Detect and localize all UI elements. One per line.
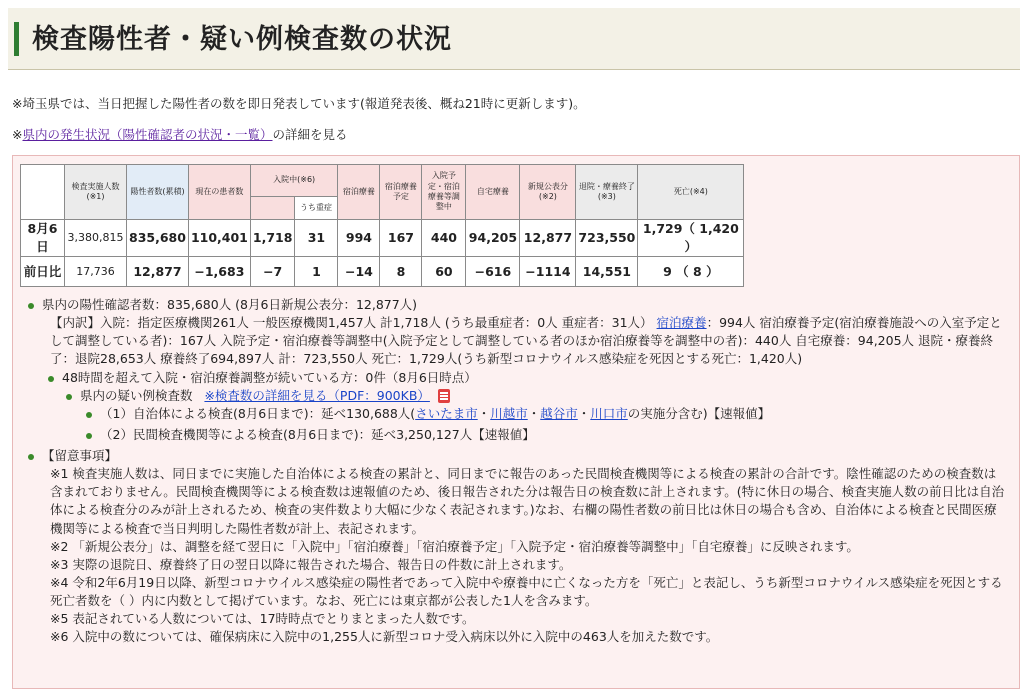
cell-deaths: 9 （ 8 ） xyxy=(638,257,744,287)
row-label: 8月6日 xyxy=(21,220,65,257)
cell-home: −616 xyxy=(466,257,520,287)
prefecture-status-link[interactable]: 県内の発生状況（陽性確認者の状況・一覧） xyxy=(22,127,273,142)
note-item: ※5 表記されている人数については、17時時点でとりまとまった人数です。 xyxy=(50,611,475,627)
positive-summary: 県内の陽性確認者数：835,680人 (8月6日新規公表分：12,877人) xyxy=(42,297,418,312)
breakdown-text: 【内訳】入院：指定医療機関261人 一般医療機関1,457人 計1,718人 (うち最重症者：0人 重症者：31人） 宿泊療養：994人 宿泊療養予定(宿泊療養施設への入室予定として調整している者)：167人 入院予定・宿泊療養等調整中(入院予定として調整している者のほか宿泊療養等を調整中の者)：440人 自宅療養：94,205人 退院・療養終了：退院28,653人 療養終了694,897人 計：723,550人 死亡：1,729人(うち新型コロナウイルス感染症を死因とする死亡：1,420人) xyxy=(50,315,1002,367)
note-item: ※3 実際の退院日、療養終了日の翌日以降に報告された場合、報告日の件数に計上されます。 xyxy=(50,556,572,572)
page-heading xyxy=(8,8,1020,70)
table-header-row xyxy=(21,165,744,220)
cell-hotel: 994 xyxy=(338,220,380,257)
cell-severe: 31 xyxy=(295,220,338,257)
list-item xyxy=(48,369,1008,387)
note-item: ※1 検査実施人数は、同日までに実施した自治体による検査の累計と、同日までに報告のあった民間検査機関等による検査の累計の合計です。陰性確認のための検査数は含まれておりません。民間検査機関等による検査数は速報値のため、後日報告された分は報告日の検査数に計上されます。(特に休日の場合、検査実施人数の前日比は自治体による検査分のみが計上されるため、検査の実件数より大幅に少なく表記されます。)なお、右欄の陽性者数の前日比は休日の場合も含め、自治体による検査と民間医療機関等による検査で当日判明した陽性者数が計上、表記されます。 xyxy=(50,466,1005,536)
stats-table xyxy=(20,164,744,287)
page-title: 検査陽性者・疑い例検査数の状況 xyxy=(32,24,452,55)
kawaguchi-city-link[interactable]: 川口市 xyxy=(590,405,628,421)
cell-current: −1,683 xyxy=(188,257,250,287)
saitama-city-link[interactable]: さいたま市 xyxy=(415,405,478,421)
cell-new: 12,877 xyxy=(520,220,576,257)
detail-note: ※県内の発生状況（陽性確認者の状況・一覧）の詳細を見る xyxy=(12,127,348,142)
header-hotel: 宿泊療養 xyxy=(338,165,380,220)
private-test-text: （2）民間検査機関等による検査(8月6日まで)：延べ3,250,127人【速報値】 xyxy=(100,426,535,442)
cell-adjusting: 440 xyxy=(422,220,466,257)
kawagoe-city-link[interactable]: 川越市 xyxy=(490,405,528,421)
note-item: ※6 入院中の数については、確保病床に入院中の1,255人に新型コロナ受入病床以外に入院中の463人を加えた数です。 xyxy=(50,629,719,645)
cell-recovered: 14,551 xyxy=(576,257,638,287)
cell-positives: 12,877 xyxy=(127,257,189,287)
header-tests: 検査実施人数(※1) xyxy=(65,165,127,220)
cell-hotel-plan: 167 xyxy=(380,220,422,257)
cell-positives: 835,680 xyxy=(127,220,189,257)
table-row xyxy=(21,257,744,287)
cell-severe: 1 xyxy=(295,257,338,287)
notes-title: 【留意事項】 xyxy=(42,448,118,463)
cell-adjusting: 60 xyxy=(422,257,466,287)
note-item: ※4 令和2年6月19日以降、新型コロナウイルス感染症の陽性者であって入院中や療養中に亡くなった方を「死亡」と表記し、うち新型コロナウイルス感染症を死因とする死亡者数を（ ）内に内数として掲げています。なお、死亡には東京都が公表した1人を含みます。 xyxy=(50,574,1003,608)
cell-home: 94,205 xyxy=(466,220,520,257)
cell-hotel-plan: 8 xyxy=(380,257,422,287)
over48-text: 48時間を超えて入院・宿泊療養調整が続いている方：0件（8月6日時点） xyxy=(62,369,477,385)
cell-hotel: −14 xyxy=(338,257,380,287)
koshigaya-city-link[interactable]: 越谷市 xyxy=(540,405,578,421)
update-note: ※埼玉県では、当日把握した陽性者の数を即日発表しています(報道発表後、概ね21時に更新します)。 xyxy=(12,96,586,111)
list-item xyxy=(86,426,1008,444)
table-row xyxy=(21,220,744,257)
cell-hospitalized: −7 xyxy=(250,257,295,287)
row-label: 前日比 xyxy=(21,257,65,287)
test-detail-pdf-link[interactable]: ※検査数の詳細を見る（PDF：900KB） xyxy=(204,387,430,403)
suspect-label: 県内の疑い例検査数 xyxy=(80,387,193,403)
header-hotel-plan: 宿泊療養予定 xyxy=(380,165,422,220)
header-blank xyxy=(251,197,295,219)
header-recovered: 退院・療養終了(※3) xyxy=(576,165,638,220)
header-deaths: 死亡(※4) xyxy=(638,165,744,220)
cell-deaths: 1,729（ 1,420 ） xyxy=(638,220,744,257)
header-current: 現在の患者数 xyxy=(188,165,250,220)
cell-recovered: 723,550 xyxy=(576,220,638,257)
cell-hospitalized: 1,718 xyxy=(250,220,295,257)
list-item xyxy=(28,447,1008,646)
header-hospitalized-group xyxy=(250,165,338,220)
heading-accent-bar xyxy=(14,22,19,56)
header-adjusting: 入院予定・宿泊療養等調整中 xyxy=(422,165,466,220)
header-new: 新規公表分(※2) xyxy=(520,165,576,220)
header-hospitalized: 入院中(※6) xyxy=(251,165,338,197)
header-home: 自宅療養 xyxy=(466,165,520,220)
hotel-recuperation-link[interactable]: 宿泊療養 xyxy=(656,315,707,331)
cell-current: 110,401 xyxy=(188,220,250,257)
list-item xyxy=(66,387,1008,405)
pdf-icon xyxy=(438,389,450,403)
cell-tests: 3,380,815 xyxy=(65,220,127,257)
list-item: （1）自治体による検査(8月6日まで)：延べ130,688人(さいたま市・川越市・越谷市・川口市の実施分含む)【速報値】 xyxy=(86,405,1008,423)
header-severe: うち重症 xyxy=(295,197,338,219)
cell-tests: 17,736 xyxy=(65,257,127,287)
note-item: ※2 「新規公表分」は、調整を経て翌日に「入院中」「宿泊療養」「宿泊療養予定」「入院予定・宿泊療養等調整中」「自宅療養」に反映されます。 xyxy=(50,538,859,554)
list-item xyxy=(28,296,1008,369)
header-positives: 陽性者数(累積) xyxy=(127,165,189,220)
details-list xyxy=(28,296,1008,646)
table-corner xyxy=(21,165,65,220)
cell-new: −1114 xyxy=(520,257,576,287)
